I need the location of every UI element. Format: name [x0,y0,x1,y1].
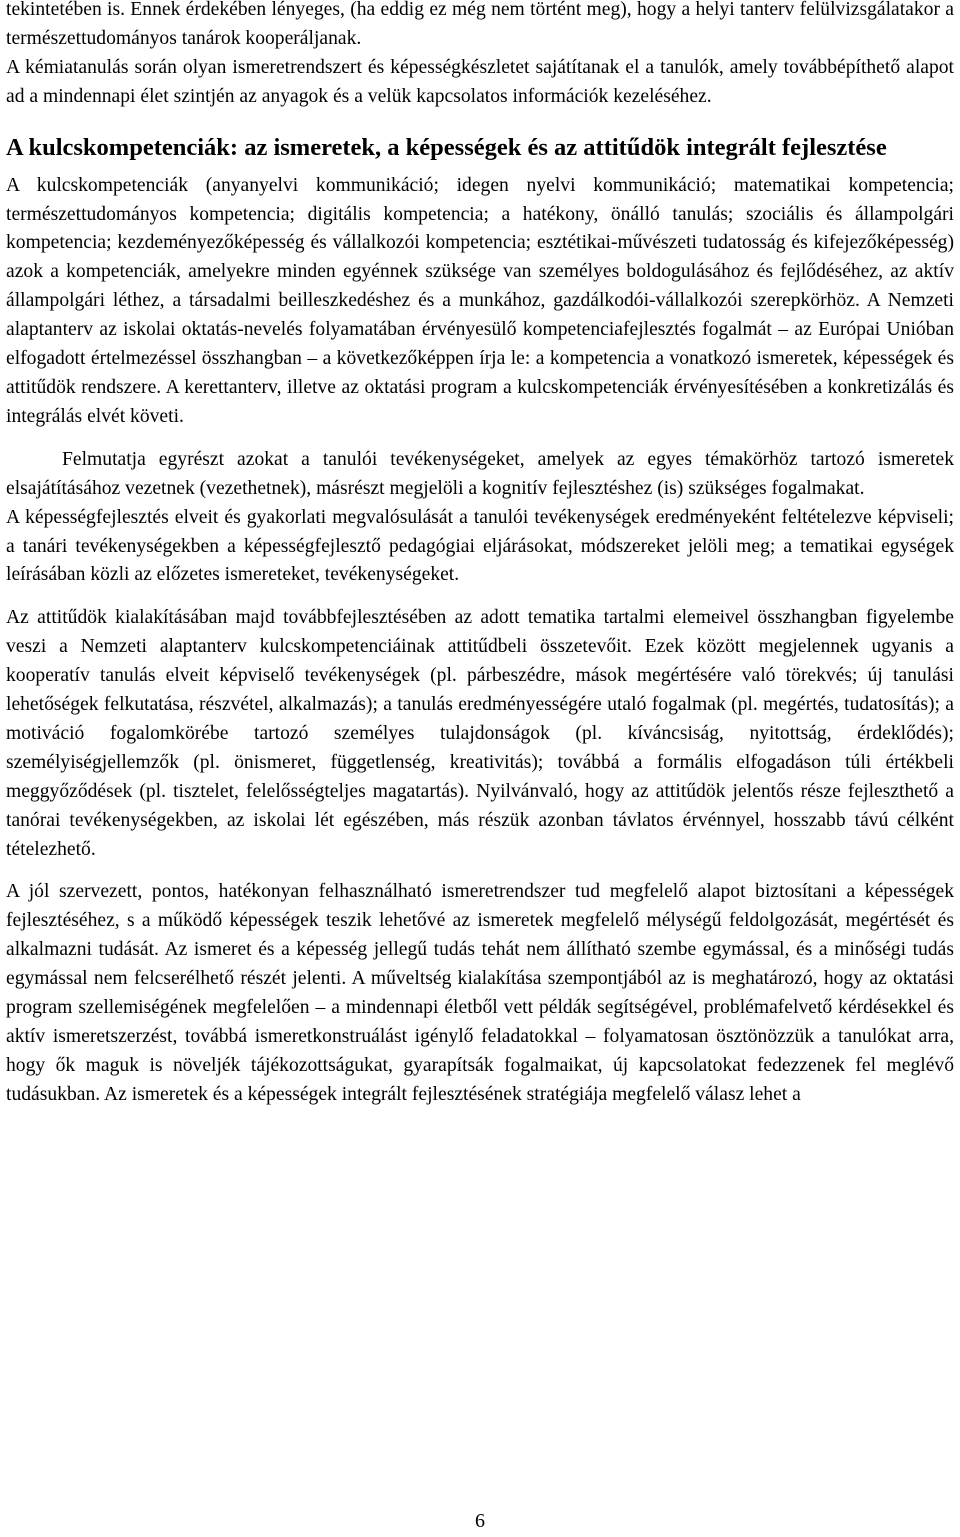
section-heading: A kulcskompetenciák: az ismeretek, a képességek és az attitűdök integrált fejlesztése [6,133,887,161]
document-page [6,0,954,1110]
competencies-paragraph: A kulcskompetenciák (anyanyelvi kommunikáció; idegen nyelvi kommunikáció; matematikai kompetencia; természettudományos kompetencia; digitális kompetencia; a hatékony, önálló tanulás; szociális és állampolgári kompetencia; kezdeményezőképesség és vállalkozói kompetencia; esztétikai-művészeti tudatosság és kifejezőképesség) azok a kompetenciák, amelyekre minden egyénnek szüksége van személyes boldogulásához és fejlődéséhez, az aktív állampolgári léthez, a társadalmi beilleszkedéshez és a munkához, gazdálkodói-vállalkozói szerepkörhöz. A Nemzeti alaptanterv az iskolai oktatás-nevelés folyamatában érvényesülő kompetenciafejlesztés fogalmát – az Európai Unióban elfogadott értelmezéssel összhangban – a következőképpen írja le: a kompetencia a vonatkozó ismeretek, képességek és attitűdök rendszere. A kerettanterv, illetve az oktatási program a kulcskompetenciák érvényesítésében a konkretizálás és integrálás elvét követi. [6,174,954,427]
chemistry-paragraph: A kémiatanulás során olyan ismeretrendszert és képességkészletet sajátítanak el a tanulók, amely továbbépíthető alapot ad a mindennapi élet szintjén az anyagok és a velük kapcsolatos információk kezeléséhez. [6,56,954,107]
knowledge-paragraph: A jól szervezett, pontos, hatékonyan felhasználható ismeretrendszer tud megfelelő alapot biztosítani a képességek fejlesztéséhez, s a működő képességek teszik lehetővé az ismeretek megfelelő mélységű feldolgozását, megértését és alkalmazni tudását. Az ismeret és a képesség jellegű tudás tehát nem állítható szembe egymással, és a minőségi tudás egymással nem felcserélhető részét jelenti. A műveltség kialakítása szempontjából az is meghatározó, hogy az oktatási program szellemiségének megfelelően – a mindennapi életből vett példák segítségével, problémafelvető kérdésekkel és aktív ismeretszerzést, továbbá ismeretkonstruálást igénylő feladatokkal – folyamatosan ösztönözzük a tanulókat arra, hogy ők maguk is növeljék tájékozottságukat, gyarapítsák fogalmaikat, új kapcsolatokat fedezzenek fel meglévő tudásukban. Az ismeretek és a képességek integrált fejlesztésének stratégiája megfelelő válasz lehet a [6,881,954,1105]
presentation-paragraph: Felmutatja egyrészt azokat a tanulói tevékenységeket, amelyek az egyes témakörhöz tartozó ismeretek elsajátításához vezetnek (vezethetnek), másrészt megjelöli a kognitív fejlesztéshez (is) szükséges fogalmakat. [6,448,954,499]
page-number: 6 [475,1510,485,1532]
skills-paragraph: A képességfejlesztés elveit és gyakorlati megvalósulását a tanulói tevékenységek eredményeként feltételezve képviseli; a tanári tevékenységekben a képességfejlesztő pedagógiai eljárásokat, módszereket jelöli meg; a tematikai egységek leírásában közli az előzetes ismereteket, tevékenységeket. [6,506,954,586]
intro-paragraph: tekintetében is. Ennek érdekében lényeges, (ha eddig ez még nem történt meg), hogy a helyi tanterv felülvizsgálatakor a természettudományos tanárok kooperáljanak. [6,0,954,49]
attitudes-paragraph: Az attitűdök kialakításában majd továbbfejlesztésében az adott tematika tartalmi elemeivel összhangban figyelembe veszi a Nemzeti alaptanterv kulcskompetenciáinak attitűdbeli összetevőit. Ezek között megjelennek ugyanis a kooperatív tanulás elveit képviselő tevékenységek (pl. párbeszédre, mások megértésére való törekvés; új tanulási lehetőségek felkutatása, részvétel, alkalmazás); a tanulás eredményességére utaló fogalmak (pl. megértés, tudatosítás); a motiváció fogalomkörébe tartozó személyes tulajdonságok (pl. kíváncsiság, nyitottság, érdeklődés); személyiségjellemzők (pl. önismeret, függetlenség, kreativitás); továbbá a formális elfogadáson túli értékbeli meggyőződések (pl. tisztelet, felelősségteljes magatartás). Nyilvánvaló, hogy az attitűdök jelentős része fejleszthető a tanórai tevékenységekben, az iskolai lét egészében, más részük azonban távlatos érvénnyel, hosszabb távú célként tételezhető. [6,607,954,860]
